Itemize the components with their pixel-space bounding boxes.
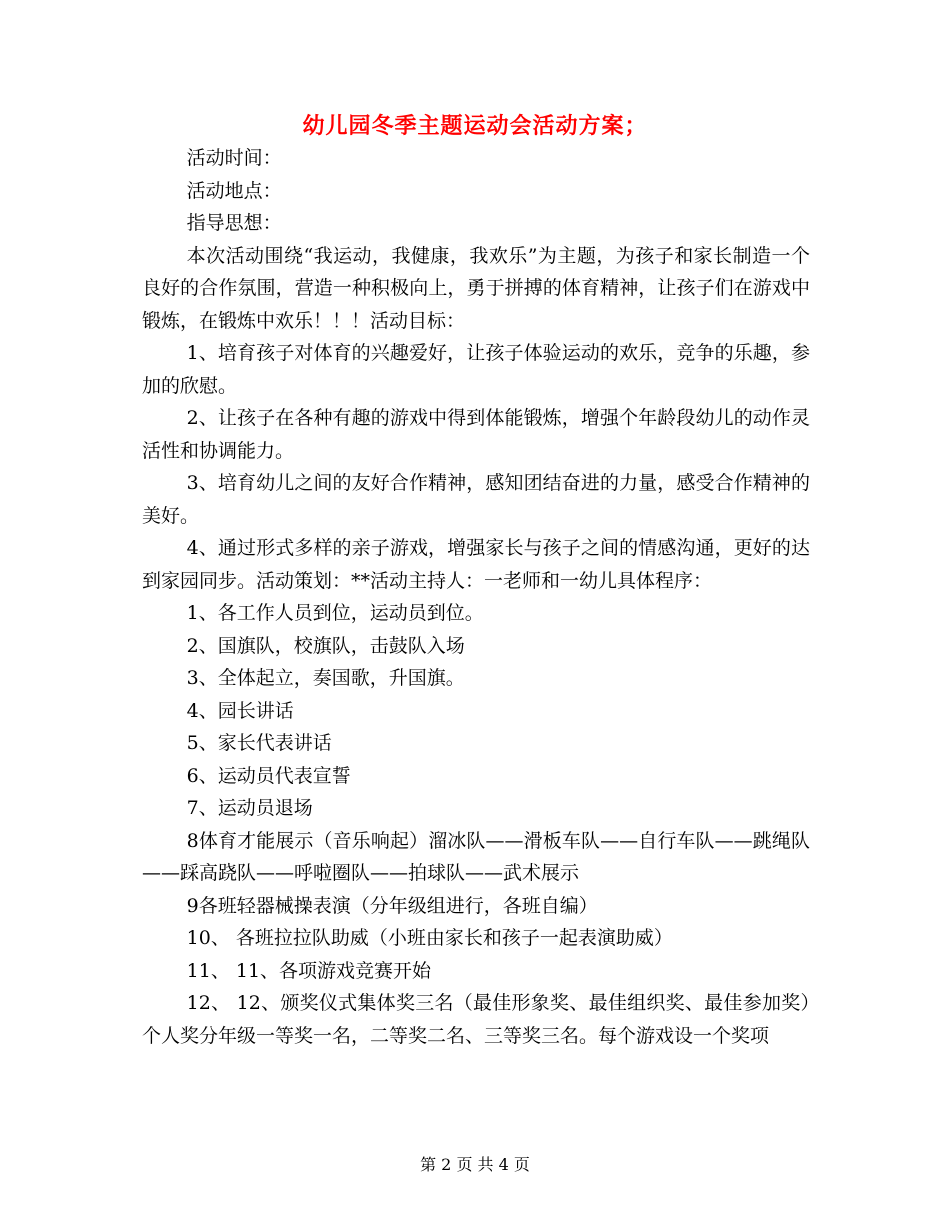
paragraph-step-8: 8体育才能展示（音乐响起）溜冰队——滑板车队——自行车队——跳绳队——踩高跷队——呼啦圈队——拍球队——武术展示 [142,829,810,884]
paragraph-step-4: 4、园长讲话 [186,699,294,722]
paragraph-step-2: 2、国旗队，校旗队，击鼓队入场 [186,634,465,657]
paragraph-activity-time: 活动时间： [186,147,282,169]
paragraph-goal-4: 4、通过形式多样的亲子游戏，增强家长与孩子之间的情感沟通，更好的达到家园同步。活动策划：**活动主持人：一老师和一幼儿具体程序： [142,537,810,592]
document-title: 幼儿园冬季主题运动会活动方案； [302,113,648,139]
paragraph-goal-1: 1、培育孩子对体育的兴趣爱好，让孩子体验运动的欢乐，竞争的乐趣，参加的欣慰。 [142,342,810,397]
paragraph-step-3: 3、全体起立，奏国歌，升国旗。 [186,667,465,689]
paragraph-step-6: 6、运动员代表宣誓 [186,764,351,787]
paragraph-guiding-idea: 指导思想： [186,212,282,234]
paragraph-theme: 本次活动围绕“我运动，我健康，我欢乐”为主题，为孩子和家长制造一个良好的合作氛围，营造一种积极向上，勇于拼搏的体育精神，让孩子们在游戏中锻炼，在锻炼中欢乐！！！活动目标： [142,244,810,332]
page-number-footer: 第 2 页 共 4 页 [420,1155,530,1174]
paragraph-step-1: 1、各工作人员到位，运动员到位。 [186,602,484,624]
paragraph-step-10: 10、 各班拉拉队助威（小班由家长和孩子一起表演助威） [186,927,673,949]
paragraph-goal-3: 3、培育幼儿之间的友好合作精神，感知团结奋进的力量，感受合作精神的美好。 [142,472,810,527]
paragraph-step-11: 11、 11、各项游戏竞赛开始 [186,959,432,982]
paragraph-step-5: 5、家长代表讲话 [186,732,332,754]
paragraph-activity-location: 活动地点： [186,179,282,202]
paragraph-goal-2: 2、让孩子在各种有趣的游戏中得到体能锻炼，增强个年龄段幼儿的动作灵活性和协调能力。 [142,407,810,462]
paragraph-step-7: 7、运动员退场 [186,797,313,819]
document-body [142,142,810,1052]
paragraph-step-12: 12、 12、颁奖仪式集体奖三名（最佳形象奖、最佳组织奖、最佳参加奖）个人奖分年级一等奖一名，二等奖二名、三等奖三名。每个游戏设一个奖项 [142,992,810,1047]
paragraph-step-9: 9各班轻器械操表演（分年级组进行，各班自编） [186,894,598,917]
